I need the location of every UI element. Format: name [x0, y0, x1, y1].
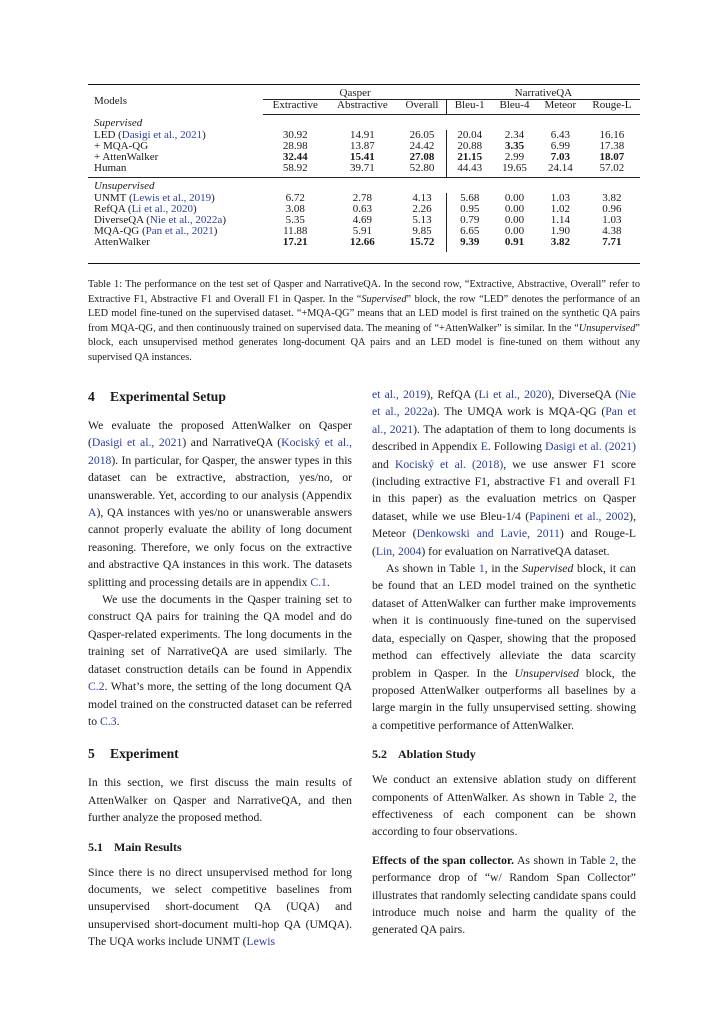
row-name: DiverseQA (: [94, 214, 150, 227]
table-cell: 0.00: [504, 191, 525, 204]
table-cell: 3.35: [504, 139, 525, 152]
appendix-link[interactable]: C.1: [310, 575, 327, 589]
table-cell: 5.13: [412, 214, 432, 227]
table-cell: 15.41: [350, 151, 375, 164]
appendix-link[interactable]: C.3: [100, 714, 117, 728]
row-name: RefQA (: [94, 202, 132, 215]
table-cell: 57.02: [599, 162, 625, 175]
citation-link[interactable]: Li et al., 2020: [478, 388, 548, 401]
row-name: LED (: [94, 128, 122, 141]
citation-link[interactable]: Lewis: [246, 935, 276, 949]
citation-link[interactable]: Lin, 2004: [375, 544, 422, 558]
table-row: [88, 237, 640, 251]
models-header: Models: [94, 94, 127, 107]
table-cell: 0.95: [447, 204, 492, 215]
narrativeqa-header: NarrativeQA: [447, 86, 640, 100]
unsupervised-label: Unsupervised: [88, 178, 640, 193]
table-cell: 13.87: [350, 139, 375, 152]
paragraph: Effects of the span collector. As shown in Table 2, the performance drop of “w/ Random Span Collector” illustrates that randomly selecting candidate spans could introduce much noise and harm the quality of the generated QA pairs.: [372, 853, 636, 937]
table-cell: 0.79: [447, 215, 492, 226]
row-name-close: ): [213, 225, 218, 238]
table-cell: 5.91: [352, 225, 372, 238]
table-cell: 0.96: [602, 202, 622, 215]
table-bottom-rule: [88, 263, 640, 264]
table-cell: 1.90: [550, 225, 570, 238]
table-top-rule: [88, 84, 640, 85]
table-cell: 2.34: [504, 128, 525, 141]
citation-link[interactable]: Dasigi et al., 2021: [121, 128, 203, 141]
citation-link[interactable]: Kociský et al., 2018: [88, 436, 352, 467]
table-link[interactable]: 2: [608, 790, 615, 804]
table-cell: 52.80: [409, 162, 435, 175]
qasper-header: Qasper: [263, 86, 446, 100]
table-cell: 18.07: [599, 151, 625, 164]
table-cell: 3.08: [285, 202, 305, 215]
table-cell: 4.69: [352, 214, 372, 227]
paragraph: We conduct an extensive ablation study on different components of AttenWalker. As shown in Table 2, the effectiveness of each component can be shown according to four observations.: [372, 773, 637, 839]
citation-link[interactable]: Nie et al., 2022a: [372, 388, 636, 419]
col-header: Abstractive: [327, 100, 398, 115]
table-cell: 11.88: [283, 225, 308, 238]
table-cell: 9.85: [412, 225, 432, 238]
table-cell: 5.68: [447, 193, 492, 204]
table-cell: 0.91: [504, 236, 525, 249]
table-row: [88, 163, 640, 178]
supervised-label: Supervised: [94, 117, 143, 130]
table-cell: 5.35: [285, 214, 305, 227]
col-header: Extractive: [263, 100, 327, 115]
table-cell: 17.21: [282, 236, 308, 249]
table-cell: 6.65: [447, 226, 492, 237]
row-name-close: ): [211, 191, 215, 204]
table-cell: 27.08: [409, 151, 435, 164]
row-name: AttenWalker: [94, 236, 150, 249]
citation-link[interactable]: Kociský et al. (2018): [394, 457, 504, 471]
table-cell: 7.71: [602, 236, 622, 249]
paragraph: Since there is no direct unsupervised method for long documents, we select competitive baselines from unsupervised short-document QA (UQA) and unsupervised short-document multi-hop QA (UMQA). The UQA works include UNMT (Lewis: [88, 865, 352, 949]
table-cell: 20.88: [447, 141, 492, 152]
subsection-heading-ablation: 5.2 Ablation Study: [372, 747, 476, 762]
table-cell: 15.72: [409, 236, 435, 249]
row-name-close: ): [222, 214, 226, 227]
table-cell: 7.03: [550, 151, 570, 164]
citation-link[interactable]: et al., 2019: [372, 388, 427, 401]
table-cell: 39.71: [350, 162, 375, 175]
citation-link[interactable]: Papineni et al., 2002: [529, 509, 630, 523]
appendix-link[interactable]: E: [480, 440, 488, 454]
table-cell: 0.00: [504, 214, 525, 227]
col-header: Meteor: [537, 100, 584, 115]
paragraph: et al., 2019), RefQA (Li et al., 2020), DiverseQA (Nie et al., 2022a). The UMQA work is MQA-QG (Pan et al., 2021). The adaptation of them to long documents is described in Appendix E. Following Dasigi et al. (2021) and Kociský et al. (2018), we use answer F1 score (including extractive F1, abstractive F1 and overall F1 in this paper) as the evaluation metrics on Qasper dataset, while we use Bleu-1/4 (Papineni et al., 2002), Meteor (Denkowski and Lavie, 2011) and Rouge-L (Lin, 2004) for evaluation on NarrativeQA dataset.: [372, 388, 637, 558]
table-cell: 6.43: [550, 128, 570, 141]
right-column: [372, 386, 636, 939]
table-cell: 1.02: [550, 202, 570, 215]
table-cell: 1.03: [602, 214, 622, 227]
col-header: Rouge-L: [584, 100, 640, 115]
section-heading-experimental-setup: 4 Experimental Setup: [88, 389, 226, 404]
table-caption: Table 1: The performance on the test set of Qasper and NarrativeQA. In the second row, “Extractive, Abstractive, Overall” refer to Extractive F1, Abstractive F1 and Overall F1 in Qasper. In the “Supervised” block, the row “LED” denotes the performance of an LED model fine-tuned on the supervised dataset. “+MQA-QG” means that an LED model is first trained on the synthetic QA pairs from MQA-QG, and then continuously trained on supervised data. The meaning of “+AttenWalker” is similar. In the “Unsupervised” block, each unsupervised method generates long-document QA pairs and an LED model is fine-tuned on them without any supervised QA instances.: [88, 279, 640, 363]
col-header: Overall: [398, 100, 447, 115]
col-header: Bleu-4: [492, 100, 537, 115]
table-cell: 28.98: [282, 139, 308, 152]
paragraph: As shown in Table 1, in the Supervised block, it can be found that an LED model trained on the synthetic dataset of AttenWalker can further make improvements when it is continuously fine-tuned on the supervised data, especially on Qasper, showing that the proposed method can effectively alleviate the data scarcity problem in Qasper. In the Unsupervised block, the proposed AttenWalker outperforms all baselines by a large margin in the fully unsupervised setting. showing a competitive performance of AttenWalker.: [372, 562, 636, 732]
table-cell: 44.43: [447, 163, 492, 178]
table-cell: 0.00: [504, 202, 525, 215]
table-cell: 32.44: [282, 151, 308, 164]
citation-link[interactable]: Pan et al., 2021: [372, 405, 637, 436]
paragraph: We evaluate the proposed AttenWalker on Qasper (Dasigi et al., 2021) and NarrativeQA (Kociský et al., 2018). In particular, for Qasper, the answer types in this dataset can be extractive, abstraction, yes/no, or unanswerable. Yet, according to our analysis (Appendix A), QA instances with yes/no or unanswerable answers cannot properly evaluate the ability of long document reasoning. Therefore, we only focus on the extractive and abstractive QA instances in this work. The datasets splitting and processing details are in appendix C.1.: [88, 419, 352, 589]
table-link[interactable]: 1: [478, 562, 485, 576]
table-cell: 4.38: [602, 225, 622, 238]
paragraph: In this section, we first discuss the main results of AttenWalker on Qasper and NarrativeQA, and then further analyze the proposed method.: [88, 776, 352, 825]
table-cell: 16.16: [599, 128, 625, 141]
table-cell: 12.66: [350, 236, 375, 249]
table-cell: 17.38: [599, 139, 625, 152]
subsection-heading-main-results: 5.1 Main Results: [88, 839, 182, 854]
paragraph: We use the documents in the Qasper training set to construct QA pairs for training the QA model and do Qasper-related experiments. The long documents in the training set of NarrativeQA are used similarly. The dataset construction details can be found in Appendix C.2. What’s more, the setting of the long document QA model trained on the constructed dataset can be referred to C.3.: [88, 593, 352, 728]
table-cell: 14.91: [350, 128, 375, 141]
citation-link[interactable]: Lewis et al., 2019: [132, 191, 212, 204]
row-name: + AttenWalker: [94, 151, 159, 164]
citation-link[interactable]: Pan et al., 2021: [145, 225, 214, 238]
table-cell: 21.15: [447, 152, 492, 163]
citation-link[interactable]: Dasigi et al., 2021: [91, 436, 183, 450]
table-cell: 2.26: [412, 202, 432, 215]
results-table: [88, 86, 640, 252]
table-cell: 3.82: [550, 236, 570, 249]
table-cell: 2.99: [504, 151, 525, 164]
citation-link[interactable]: Li et al., 2020: [131, 202, 193, 215]
table-cell: 24.14: [547, 162, 573, 175]
col-header: Bleu-1: [447, 100, 492, 115]
table-cell: 30.92: [282, 128, 308, 141]
appendix-link[interactable]: C.2: [88, 680, 105, 694]
table-cell: 24.42: [409, 139, 435, 152]
left-column: [88, 388, 352, 951]
table-cell: 26.05: [409, 128, 435, 141]
table-cell: 2.78: [352, 191, 372, 204]
table-cell: 9.39: [447, 237, 492, 251]
table-cell: 4.13: [412, 191, 432, 204]
section-heading-experiment: 5 Experiment: [88, 746, 179, 762]
table-cell: 20.04: [447, 130, 492, 141]
table-cell: 0.63: [352, 202, 372, 215]
row-name-close: ): [202, 128, 206, 141]
table-cell: 1.03: [550, 191, 570, 204]
citation-link[interactable]: Dasigi et al. (2021): [545, 440, 636, 454]
row-name: MQA-QG (: [94, 225, 146, 238]
row-name: + MQA-QG: [94, 139, 149, 152]
table-cell: 3.82: [602, 191, 622, 204]
row-name: Human: [94, 162, 127, 175]
citation-link[interactable]: Denkowski and Lavie, 2011: [416, 527, 560, 541]
table-cell: 58.92: [282, 162, 308, 175]
table-cell: 1.14: [550, 214, 570, 227]
appendix-link[interactable]: A: [88, 506, 97, 520]
table-cell: 19.65: [502, 162, 527, 175]
citation-link[interactable]: Nie et al., 2022a: [149, 214, 223, 227]
table-cell: 6.99: [550, 139, 570, 152]
row-name-close: ): [192, 202, 197, 215]
table-cell: 6.72: [285, 191, 305, 204]
row-name: UNMT (: [94, 191, 133, 204]
table-cell: 0.00: [504, 225, 525, 238]
table-link[interactable]: 2: [609, 853, 616, 867]
